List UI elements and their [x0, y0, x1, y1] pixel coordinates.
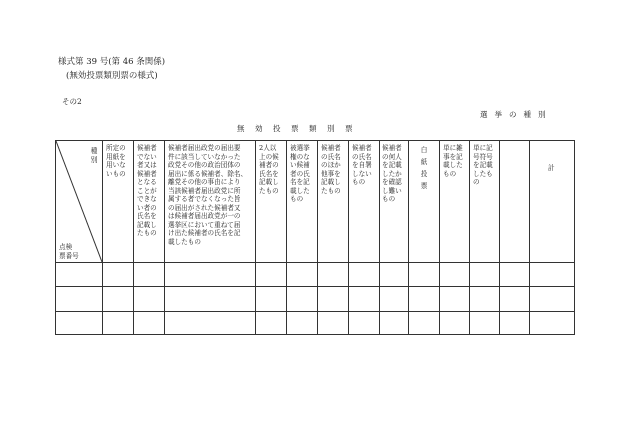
election-type-label: 選挙の種別 — [480, 110, 553, 119]
column-divider — [379, 141, 380, 334]
form-number: 様式第 39 号(第 46 条関係) — [58, 57, 166, 67]
column-divider — [133, 141, 134, 334]
col-header-multiple-candidates: 2人以 上の候 補者の 氏名を 記載し たもの — [259, 144, 279, 195]
col-header-not-self-written: 候補者 の氏名 を自署 しない もの — [352, 144, 372, 186]
column-divider — [164, 141, 165, 334]
table-title: 無効投票類別票 — [237, 124, 363, 133]
col-header-unidentifiable: 候補者 の何人 を記載 したか を確認 し難い もの — [382, 144, 402, 203]
col-header-symbols-only: 単に記 号符号 を記載 したも の — [473, 144, 493, 186]
column-divider — [286, 141, 287, 334]
col-header-non-official-paper: 所定の 用紙を 用いな いもの — [106, 144, 126, 178]
col-header-invalid-party-candidate: 候補者届出政党の届出要 件に該当していなかった 政党その他の政治団体の 届出に係る候補者、除名、 離党その他の事由により 当該候補者届出政党に所 属する者でなくなった旨 の届出がされた候補者又 は候補者届出政党が一の 選挙区において重ねて届 け出た候補者の氏名を記 載したもの — [168, 144, 248, 246]
col-header-blank-vote: 白紙投票 — [420, 146, 428, 190]
column-divider — [469, 141, 470, 334]
col-header-total: 計 — [548, 164, 555, 172]
column-divider — [348, 141, 349, 334]
corner-type-label: 種別 — [90, 147, 98, 164]
col-header-miscellaneous: 単に雑 事を記 載した もの — [443, 144, 463, 178]
column-divider — [529, 141, 530, 334]
row-divider — [56, 311, 574, 312]
row-divider — [56, 286, 574, 287]
column-divider — [317, 141, 318, 334]
column-divider — [499, 141, 500, 334]
col-header-ineligible-candidate: 被選挙 権のな い候補 者の氏 名を記 載した もの — [290, 144, 310, 203]
row-divider — [56, 262, 574, 263]
column-divider — [255, 141, 256, 334]
corner-check-label: 点検 票番号 — [59, 243, 79, 260]
col-header-extra-writing: 候補者 の氏名 のほか 他事を 記載し たもの — [321, 144, 341, 195]
sub-number: その2 — [62, 97, 82, 106]
column-divider — [408, 141, 409, 334]
column-divider — [439, 141, 440, 334]
column-divider — [102, 141, 103, 334]
form-name: (無効投票類別票の様式) — [66, 71, 158, 81]
classification-table — [55, 140, 575, 335]
col-header-non-candidate: 候補者 でない 者又は 候補者 となる ことが できな い者の 氏名を 記載し たもの — [137, 144, 157, 237]
